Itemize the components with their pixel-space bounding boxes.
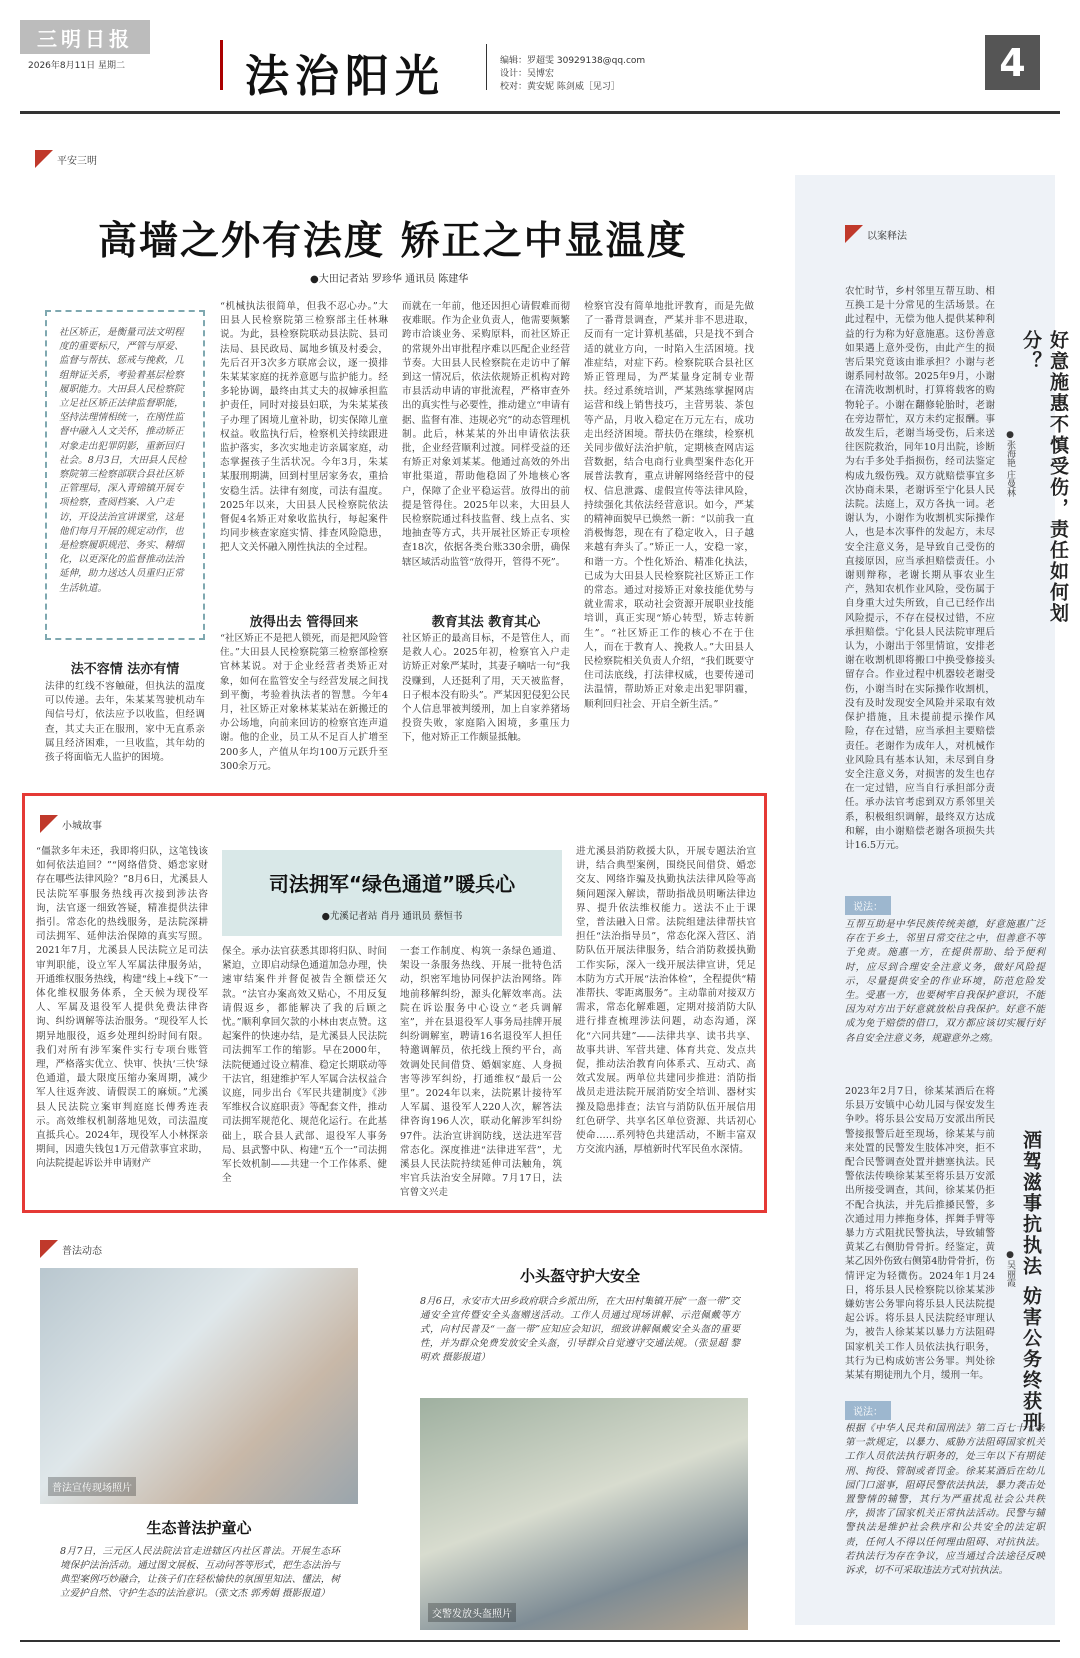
commentary-label <box>845 1400 891 1420</box>
section-tag-label: 平安三明 <box>57 155 97 167</box>
article-column: “僵款多年未还，我即将归队，这笔钱该如何依法追回？”“网络借贷、婚恋家财存在哪些法律风险？”8月6日，尤溪县人民法院军事服务热线再次接到涉法咨询，法官逐一细致答疑，精准提供法律指引。常态化的热线服务，是法院深耕司法拥军、延伸法治保障的真实写照。2021年7月，尤溪县人民法院立足司法审判职能，设立军人军属法律服务站，开通维权服务热线，构建“线上+线下”一体化维权服务体系，全天候为现役军人、军属及退役军人提供免费法律咨询、纠纷调解等法治服务。“现役军人长期异地服役，返乡处理纠纷时间有限。我们对所有涉军案件实行专项台账管理，严格落实优立、快审、快执‘三快’绿色通道，最大限度压缩办案周期，减少军人往返奔波、请假误工的麻烦。”尤溪县人民法院立案审判庭庭长傅秀连表示。高效维权机制落地见效，司法温度直抵兵心。2024年，现役军人小林探亲期间，因遗失钱包1万元借款事宜求助，向法院提起诉讼并申请财产 <box>36 846 208 1170</box>
article-column: 保全。承办法官获悉其即将归队、时间紧迫，立即启动绿色通道加急办理，快速审结案件并督促被告全额偿还欠款。“法官办案高效又贴心，不用反复请假返乡，都能解决了我的后顾之忧。”顺利拿回欠款的小林由衷点赞。这起案件的快速办结，是尤溪县人民法院司法拥军工作的缩影。早在2000年，法院便通过设立精准、稳定长期联动等干法官，组建维护军人军属合法权益合议庭，同步出台《军民共建制度》《涉军维权合议庭职责》等配套文件，推动司法拥军规范化、规范化运行。在此基础上，联合县人武部、退役军人事务局、县武警中队、构建“五个一”司法拥军长效机制——共建一个工作体系、健全 <box>222 946 387 1185</box>
photo-caption: 8月6日，永安市大田乡政府联合乡派出所，在大田村集镇开展“一盔一带”交通安全宣传暨安全头盔赠送活动。工作人员通过现场讲解、示范佩戴等方式，向村民普及“一盔一带”应知应会知识，细致讲解佩戴安全头盔的重要性，并为群众免费发放安全头盔，引导群众自觉遵守交通法规。（张显超 黎明欢 摄影报道） <box>420 1296 740 1363</box>
section-tag <box>35 150 97 168</box>
main-headline: 高墙之外有法度 矫正之中显温度 <box>98 219 688 264</box>
section-tag <box>845 225 907 243</box>
section-tag-label: 小城故事 <box>62 820 102 832</box>
photo-children-reading <box>40 1268 358 1504</box>
story-title: 司法拥军“绿色通道”暖兵心 <box>268 872 516 896</box>
proofreader-line: 校对：黄安妮 陈剑威［见习］ <box>500 82 620 92</box>
case-body: 2023年2月7日，徐某某酒后在将乐县万安镇中心幼儿园与保安发生争吵。将乐县公安局万安派出所民警接报警后赶至现场，徐某某与前来处置的民警发生肢体冲突，拒不配合民警调查处置并搪塞执法。民警依法传唤徐某某至将乐县万安派出所接受调查，其间，徐某某仍拒不配合执法，并先后推搡民警，多次通过用力摔拖身体，挥舞手臂等暴力方式阻扰民警执法，导致辅警黄某乙右侧肋骨骨折。经鉴定，黄某乙因外伤致右侧第4肋骨骨折，伤情评定为轻微伤。2024年1月24日，将乐县人民检察院以徐某某涉嫌妨害公务罪向将乐县人民法院提起公诉。将乐县人民法院经审理认为，被告人徐某某以暴力方法阻碍国家机关工作人员依法执行职务，其行为已构成妨害公务罪。判处徐某某有期徒刑九个月，缓刑一年。 <box>845 1086 996 1382</box>
case-byline: ●张海艳 庄曼林 <box>1005 430 1015 497</box>
flag-icon <box>40 1240 58 1258</box>
article-column: 检察官没有简单地批评教育，而是先做了一番背景调查，严某并非不思进取，反而有一定计算机基础，只是找不到合适的就业方向，一时陷入生活困境。找准症结，对症下药。检察院联合县社区矫正管理局，为严某量身定制专业帮扶。经过系统培训，严某熟练掌握网店运营和线上销售技巧，主营男装、茶包等产品，月收入稳定在万元左右，成功走出经济困境。帮扶仍在继续，检察机关同步做好法治护航，定期核查网店运营数据，结合电商行业典型案件态化开展普法教育，重点讲解网络经营中的侵权、信息泄露、虚假宣传等法律风险，持续强化其依法经营意识。如今，严某的精神面貌早已焕然一新：“以前我一直消极悔怨，现在有了稳定收入，日子越来越有奔头了。”矫正一人，安稳一家，和谐一方。个性化矫治、精准化执法，已成为大田县人民检察院社区矫正工作的常态。通过对接矫正对象技能优势与就业需求，联动社会资源开展职业技能培训，真正实现“矫心转型，矫志转新生”。“社区矫正工作的核心不在于住人，而在于教育人、挽救人。”大田县人民检察院相关负责人介绍，“我们既要守住司法底线，打法律权威，也要传递司法温情，帮助矫正对象走出犯罪阴霾，顺利回归社会、开启全新生活。” <box>584 301 754 710</box>
commentary-label <box>845 895 891 915</box>
commentary-text: 根据《中华人民共和国刑法》第二百七十七条第一款规定，以暴力、威胁方法阻碍国家机关工作人员依法执行职务的，处三年以下有期徒刑、拘役、管制或者罚金。徐某某酒后在幼儿园门口滋事，阻碍民警依法执法，暴力袭击处置警情的辅警，其行为严重扰乱社会公共秩序，损害了国家机关正常执法活动。民警与辅警执法是维护社会秩序和公共安全的法定职责，任何人不得以任何理由阻碍、对抗执法。若执法行为存在争议，应当通过合法途径反映诉求，切不可采取违法方式对抗执法。 <box>845 1423 1045 1577</box>
section-tag <box>40 815 102 833</box>
article-column: 一套工作制度、构筑一条绿色通道、架设一条服务热线、开展一批特色活动，织密军地协同保护法治网络。阵地前移解纠纷，源头化解效率高。法院在诉讼服务中心设立“老兵调解室”，并在县退役军人事务局挂牌开展纠纷调解室，聘请16名退役军人担任特邀调解员，依托线上预约平台，高效调处民间借贷、婚姻家庭、人身损害等涉军纠纷，打通维权“最后一公里”。2024年以来，法院累计接待军人军属、退役军人220人次，解答法律咨询196人次，联动化解涉军纠纷97件。法治宣讲润防线，送法进军营常态化。深度推进“法律进军营”，尤溪县人民法院持续延伸司法触角，筑牢官兵法治安全屏障。7月17日，法官曾文兴走 <box>400 946 562 1199</box>
story-byline: ●尤溪记者站 肖丹 通讯员 蔡恒书 <box>321 911 463 922</box>
photo-title: 小头盔守护大安全 <box>519 1267 640 1285</box>
flag-icon <box>35 150 53 168</box>
subheading: 教育其法 教育其心 <box>431 615 541 630</box>
commentary-badge: 说法： <box>845 1401 891 1420</box>
issue-date: 2026年8月11日 星期二 <box>28 61 125 71</box>
case-body: 农忙时节，乡村邻里互帮互助、相互换工是十分常见的生活场景。在此过程中，无偿为他人提供某种利益的行为称为好意施惠。这份善意如果遇上意外受伤，由此产生的损害后果究竟该由谁承担？小谢与老谢系同村故邻。2025年9月，小谢在清洗收割机时，打算将载客的购物轮子。小谢在翻修轮胎时，老谢在旁边帮忙，双方未约定报酬。事故发生后，老谢当场受伤，后来送往医院救治，同年10月出院，诊断为右手多处手指损伤，经司法鉴定构成九级伤残。双方就赔偿事宜多次协商未果，老谢诉至宁化县人民法院。法庭上，双方各执一词。老谢认为，小谢作为收割机实际操作人，也是本次事件的发起方，未尽安全注意义务，是导致自己受伤的直接原因，应当承担赔偿责任。小谢则辩称，老谢长期从事农业生产，熟知农机作业风险，受伤属于自身重大过失所致，自己已经作出风险提示，不存在侵权过错，不应承担赔偿。宁化县人民法院审理后认为，小谢出于邻里情谊，安排老谢在收割机即将搬口中换受修接头留存合。作业过程中机器较老谢受伤，小谢当时在实际操作收割机，没有及时发现安全风险并采取有效保护措施，且未提前提示操作风险，存在过错，应当承担主要赔偿责任。老谢作为成年人，对机械作业风险具有基本认知，未尽到自身安全注意义务，对损害的发生也存在一定过错，应当自行承担部分责任。承办法官考虑到双方系邻里关系，积极组织调解，最终双方达成和解，由小谢赔偿老谢各项损失共计16.5万元。 <box>845 286 995 851</box>
section-title: 法治阳光 <box>245 51 445 102</box>
photo-helmet-distribution <box>420 1398 748 1630</box>
flag-icon <box>40 815 58 833</box>
page-number: 4 <box>985 35 1040 90</box>
divider <box>486 44 487 90</box>
story-title-band <box>222 850 562 936</box>
article-column: 社区矫正的最高目标，不是管住人，而是救人心。2025年初，检察官入户走访矫正对象严某时，其妻子嘀咕一句“我没赚到，人还挺利了用，天天被监督，日子根本没有盼头”。严某因犯侵犯公民个人信息罪被判缓刑，加上自家养猪场投资失败，家庭陷入困境，多重压力下，他对矫正工作颇显抵触。 <box>402 633 570 744</box>
footer-rule <box>20 1640 1060 1642</box>
section-tag-label: 以案释法 <box>867 230 907 242</box>
case-byline: ●吴丽霞 <box>1005 1250 1015 1287</box>
section-tag-label: 普法动态 <box>62 1245 102 1257</box>
article-intro: 社区矫正，是衡量司法文明程度的重要标尺，严管与厚爱、监督与帮扶、惩戒与挽救，几组辩证关系，考验着基层检察履职能力。大田县人民检察院立足社区矫正法律监督职能，坚持法理情相统一，在刚性监督中融入人文关怀，推动矫正对象走出犯罪阴影，重新回归社会。8月3日，大田县人民检察院第三检察部联合县社区矫正管理局，深入青锦镇开展专项检察，查阅档案、入户走访，开设法治宣讲课堂，这是他们每月开展的规定动作，也是检察履职规范、务实、精细化，以更深化的监督推动法治延伸，助力送达人员重归正常生活轨道。 <box>45 310 205 640</box>
article-column: 进尤溪县消防救援大队，开展专题法治宣讲，结合典型案例，围绕民间借贷、婚恋交友、网络诈骗及执勤执法法律风险等高频问题深入解读，帮助指战员明晰法律边界、提升依法维权能力。送法不止于课堂，普法融入日常。法院组建法律帮扶官担任“法治指导员”，常态化深入营区、消防队伍开展法律服务，结合消防救援执勤工作实际，深入一线开展法律宣讲，凭足本防为方式开展“法治体检”，全程提供“精准帮扶、零距离服务”。主动靠前对接双方需求，常态化解难题，定期对接消防大队进行排查梳理涉法问题，动态沟通，深化“六同共建”——法律共享、读书共享、故事共讲、军营共建、体育共竞、发点共促，推动法治教育向体系式、互动式、高效式发展。两单位共建同步推进：消防指战员走进法院开展消防安全培训、器材实操及隐患排查；法官与消防队伍开展信用红色研学、共享名区单位资源、共话初心使命……系列特色共建活动，不断丰富双方交流内涵，厚植新时代军民鱼水深情。 <box>576 846 756 1156</box>
photo-caption-label: 普法宣传现场照片 <box>48 1477 136 1496</box>
masthead-rule <box>20 111 1060 114</box>
section-tag <box>40 1240 102 1258</box>
article-column: “机械执法很简单，但我不忍心办。”大田县人民检察院第三检察部主任林琳说。为此，县检察院联动县法院、县司法局、县民政局、属地乡镇及村委会，先后召开3次多方联席会议，逐一摸排朱某某家庭的抚养意愿与监护能力。经多轮协调，最终由其丈夫的叔婶承担监护责任，同时对接县妇联，为朱某某孩子办理了困境儿童补助，切实保障儿童权益。收监执行后，检察机关持续跟进监护落实，多次实地走访亲属家庭，动态掌握孩子生活状况。今年3月，朱某某服刑期满，回到村里居家务农，重拾安稳生活。法律有刻度，司法有温度。2025年以来，大田县人民检察院依法督促4名矫正对象收监执行，每起案件均同步核查家庭实情、排查风险隐患，把人文关怀融入刚性执法的全过程。 <box>220 301 388 554</box>
photo-caption: 8月7日，三元区人民法院法官走进辖区内社区普法。开展生态环境保护法治活动。通过图文展板、互动问答等形式，把生态法治与典型案例巧妙融合，让孩子们在轻松愉快的氛围里知法、懂法，树立爱护自然、守护生态的法治意识。（张文杰 郭秀娟 摄影报道） <box>60 1546 340 1599</box>
commentary-badge: 说法： <box>845 896 891 915</box>
divider <box>220 40 223 90</box>
flag-icon <box>845 225 863 243</box>
subheading: 法不容情 法亦有情 <box>70 662 180 677</box>
editor-credits <box>500 55 645 94</box>
article-column: “社区矫正不是把人锁死，而是把风险管住。”大田县人民检察院第三检察部检察官林某说。对于企业经营者类矫正对象，如何在监管安全与经营发展之间找到平衡，考验着执法者的智慧。今年4月，社区矫正对象林某某站在新搬迁的办公场地，向前来回访的检察官连声道谢。他的企业，员工从不足百人扩增至200多人，产值从年均100万元跃升至300余万元。 <box>220 633 388 772</box>
main-byline: ●大田记者站 罗珍华 通讯员 陈建华 <box>310 274 469 285</box>
commentary-text: 互帮互助是中华民族传统美德，好意施惠广泛存在于乡土，邻里日常交往之中，但善意不等于免责。施惠一方，在提供帮助、给予便利时，应尽到合理安全注意义务，做好风险提示，尽量提供安全的作业环境，防范危险发生。受惠一方，也要树牢自我保护意识，不能因为对方出于好意就放松自我保护。好意不能成为免于赔偿的借口，双方都应该切实履行好各自安全注意义务，规避意外之殇。 <box>845 919 1045 1044</box>
editor-line: 编辑：罗超雯 30929138@qq.com <box>500 56 646 66</box>
designer-line: 设计：吴博宏 <box>500 69 555 79</box>
article-column: 法律的红线不容触碰，但执法的温度可以传递。去年，朱某某驾驶机动车闯信号灯，依法应予以收监，但经调查，其丈夫正在服刑，家中无直系亲属且经济困难，一旦收监，其年幼的孩子将面临无人监护的困境。 <box>45 681 205 764</box>
newspaper-logo: 三明日报 <box>20 20 150 54</box>
photo-caption-label: 交警发放头盔照片 <box>428 1603 516 1622</box>
subheading: 放得出去 管得回来 <box>249 615 359 630</box>
article-column: 而就在一年前，他还因担心请假难而彻夜难眠。作为企业负责人，他需要频繁跨市洽谈业务、采购原料，而社区矫正的常规外出审批程序难以匹配企业经营节奏。大田县人民检察院在走访中了解到这一情况后，依法依规矫正机构对跨市县活动申请的审批流程，严格审查外出的真实性与必要性，推动建立“申请有据、监督有准、违规必究”的动态管理机制。此后，林某某的外出申请依法获批，企业经营顺利过渡。同样受益的还有矫正对象刘某某。他通过高效的外出审批渠道，帮助他稳固了外地核心客户，保障了企业平稳运营。放得出的前提是管得住。2025年以来，大田县人民检察院通过科技监督、线上点名、实地抽查等方式，共开展社区矫正专项检查18次，依据各类台账330余册，确保辖区域活动监管“放得开，管得不死”。 <box>402 301 570 568</box>
case-title: 酒驾滋事抗执法 妨害公务终获刑 <box>1020 1130 1042 1433</box>
photo-title: 生态普法护童心 <box>146 1519 252 1537</box>
case-title: 好意施惠不慎受伤，责任如何划分？ <box>1020 330 1069 624</box>
